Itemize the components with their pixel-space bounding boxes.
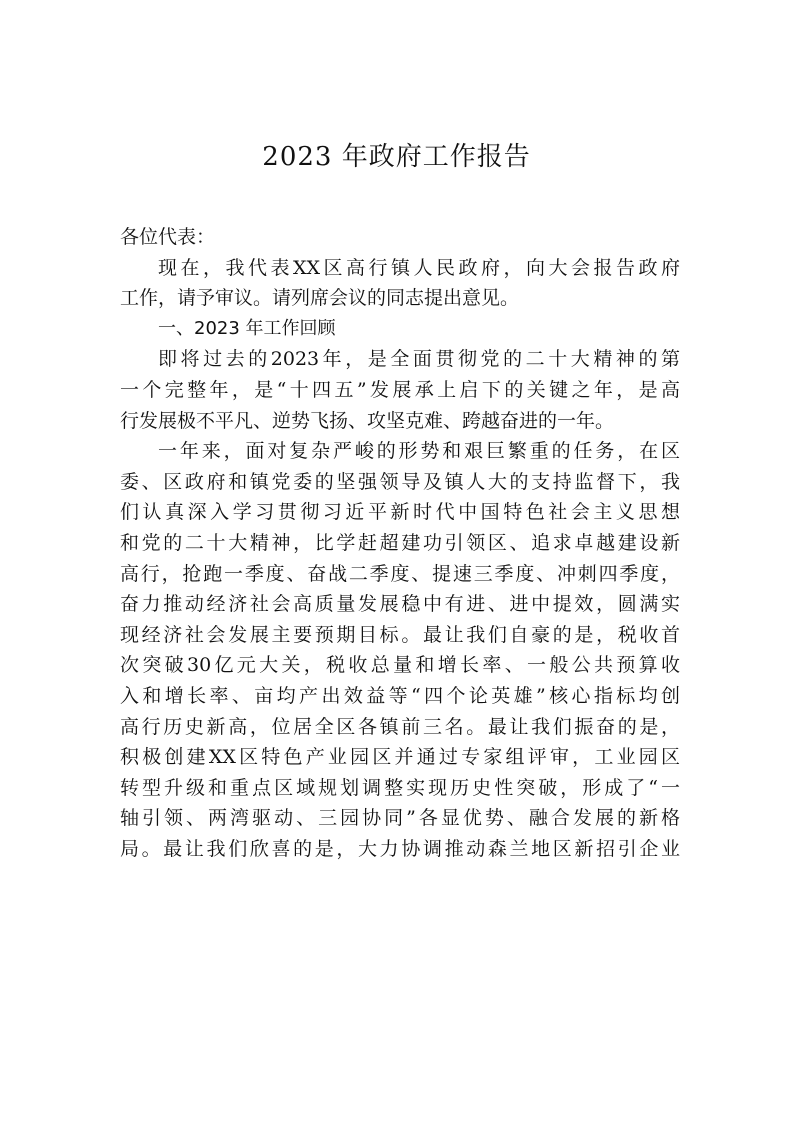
paragraph-line: 委、区政府和镇党委的坚强领导及镇人大的支持监督下，我: [120, 470, 680, 493]
document-body: [120, 222, 680, 864]
paragraph-line: 即将过去的2023年，是全面贯彻党的二十大精神的第: [158, 348, 680, 371]
salutation: 各位代表：: [120, 226, 216, 248]
paragraph-line: 高行，抢跑一季度、奋战二季度、提速三季度、冲刺四季度，: [120, 562, 680, 585]
paragraph-line: 高行历史新高，位居全区各镇前三名。最让我们振奋的是，: [120, 715, 680, 738]
paragraph-line: 次突破30亿元大关，税收总量和增长率、一般公共预算收: [120, 654, 680, 677]
paragraph-line: 们认真深入学习贯彻习近平新时代中国特色社会主义思想: [120, 501, 680, 524]
paragraph-line: 现经济社会发展主要预期目标。最让我们自豪的是，税收首: [120, 623, 680, 646]
paragraph-line: 一个完整年，是“十四五”发展承上启下的关键之年，是高: [120, 378, 680, 401]
paragraph-line: 行发展极不平凡、逆势飞扬、攻坚克难、跨越奋进的一年。: [120, 409, 615, 432]
intro-line: 工作，请予审议。请列席会议的同志提出意见。: [120, 287, 520, 310]
document-title: 2023 年政府工作报告: [262, 142, 531, 172]
paragraph-line: 局。最让我们欣喜的是，大力协调推动森兰地区新招引企业: [120, 837, 680, 860]
paragraph-line: 奋力推动经济社会高质量发展稳中有进、进中提效，圆满实: [120, 593, 680, 616]
paragraph-line: 转型升级和重点区域规划调整实现历史性突破，形成了“一: [120, 776, 680, 799]
paragraph-line: 和党的二十大精神，比学赶超建功引领区、追求卓越建设新: [120, 531, 680, 554]
paragraph-line: 轴引领、两湾驱动、三园协同”各显优势、融合发展的新格: [120, 807, 680, 830]
intro-line: 现在，我代表XX区高行镇人民政府，向大会报告政府: [158, 256, 680, 279]
section-heading: 一、2023 年工作回顾: [158, 317, 336, 339]
paragraph-line: 一年来，面对复杂严峻的形势和艰巨繁重的任务，在区: [158, 440, 680, 463]
paragraph-line: 入和增长率、亩均产出效益等“四个论英雄”核心指标均创: [120, 684, 680, 707]
paragraph-line: 积极创建XX区特色产业园区并通过专家组评审，工业园区: [120, 746, 680, 769]
